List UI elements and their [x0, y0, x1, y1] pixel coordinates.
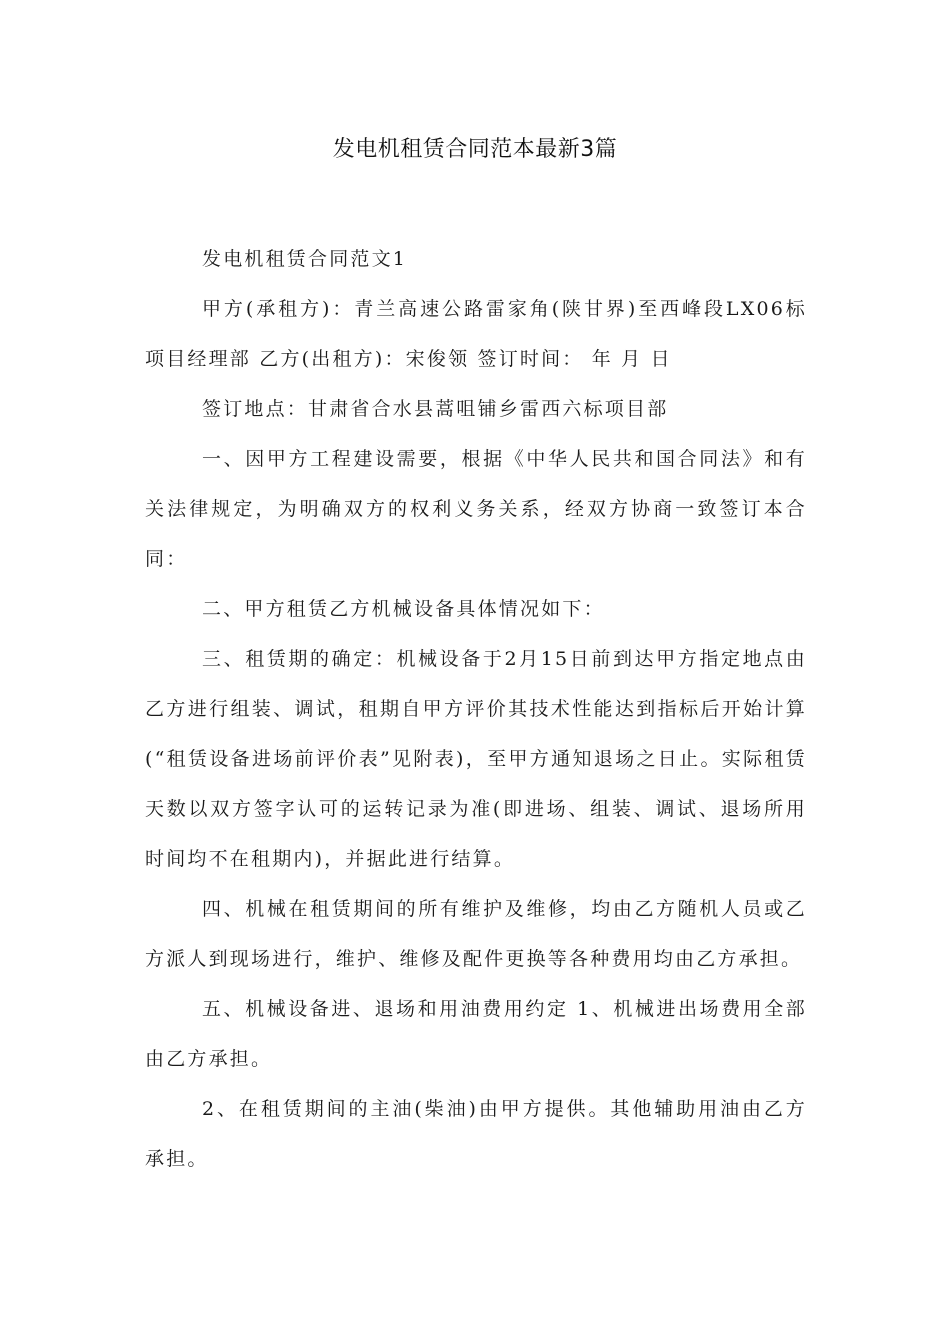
paragraph-parties: 甲方(承租方)：青兰高速公路雷家角(陕甘界)至西峰段LX06标项目经理部 乙方(出租方)：宋俊领 签订时间： 年 月 日: [145, 298, 807, 370]
paragraph-clause-4: 四、机械在租赁期间的所有维护及维修，均由乙方随机人员或乙方派人到现场进行，维护、维修及配件更换等各种费用均由乙方承担。: [145, 898, 807, 970]
paragraph-clause-3: 三、租赁期的确定：机械设备于2月15日前到达甲方指定地点由乙方进行组装、调试，租期自甲方评价其技术性能达到指标后开始计算(“租赁设备进场前评价表”见附表)，至甲方通知退场之日止。实际租赁天数以双方签字认可的运转记录为准(即进场、组装、调试、退场所用时间均不在租期内)，并据此进行结算。: [145, 648, 807, 870]
paragraph-clause-5: 五、机械设备进、退场和用油费用约定 1、机械进出场费用全部由乙方承担。: [145, 998, 807, 1070]
paragraph-clause-1: 一、因甲方工程建设需要，根据《中华人民共和国合同法》和有关法律规定，为明确双方的权利义务关系，经双方协商一致签订本合同：: [145, 448, 807, 570]
paragraph-signing-place: 签订地点：甘肃省合水县蒿咀铺乡雷西六标项目部: [202, 398, 669, 420]
paragraph-clause-5-item-2: 2、在租赁期间的主油(柴油)由甲方提供。其他辅助用油由乙方承担。: [145, 1098, 807, 1170]
paragraph-section-heading: 发电机租赁合同范文1: [202, 248, 408, 270]
document-title: 发电机租赁合同范本最新3篇: [332, 137, 618, 162]
document-body: [145, 234, 807, 1184]
paragraph-clause-2: 二、甲方租赁乙方机械设备具体情况如下：: [202, 598, 605, 620]
